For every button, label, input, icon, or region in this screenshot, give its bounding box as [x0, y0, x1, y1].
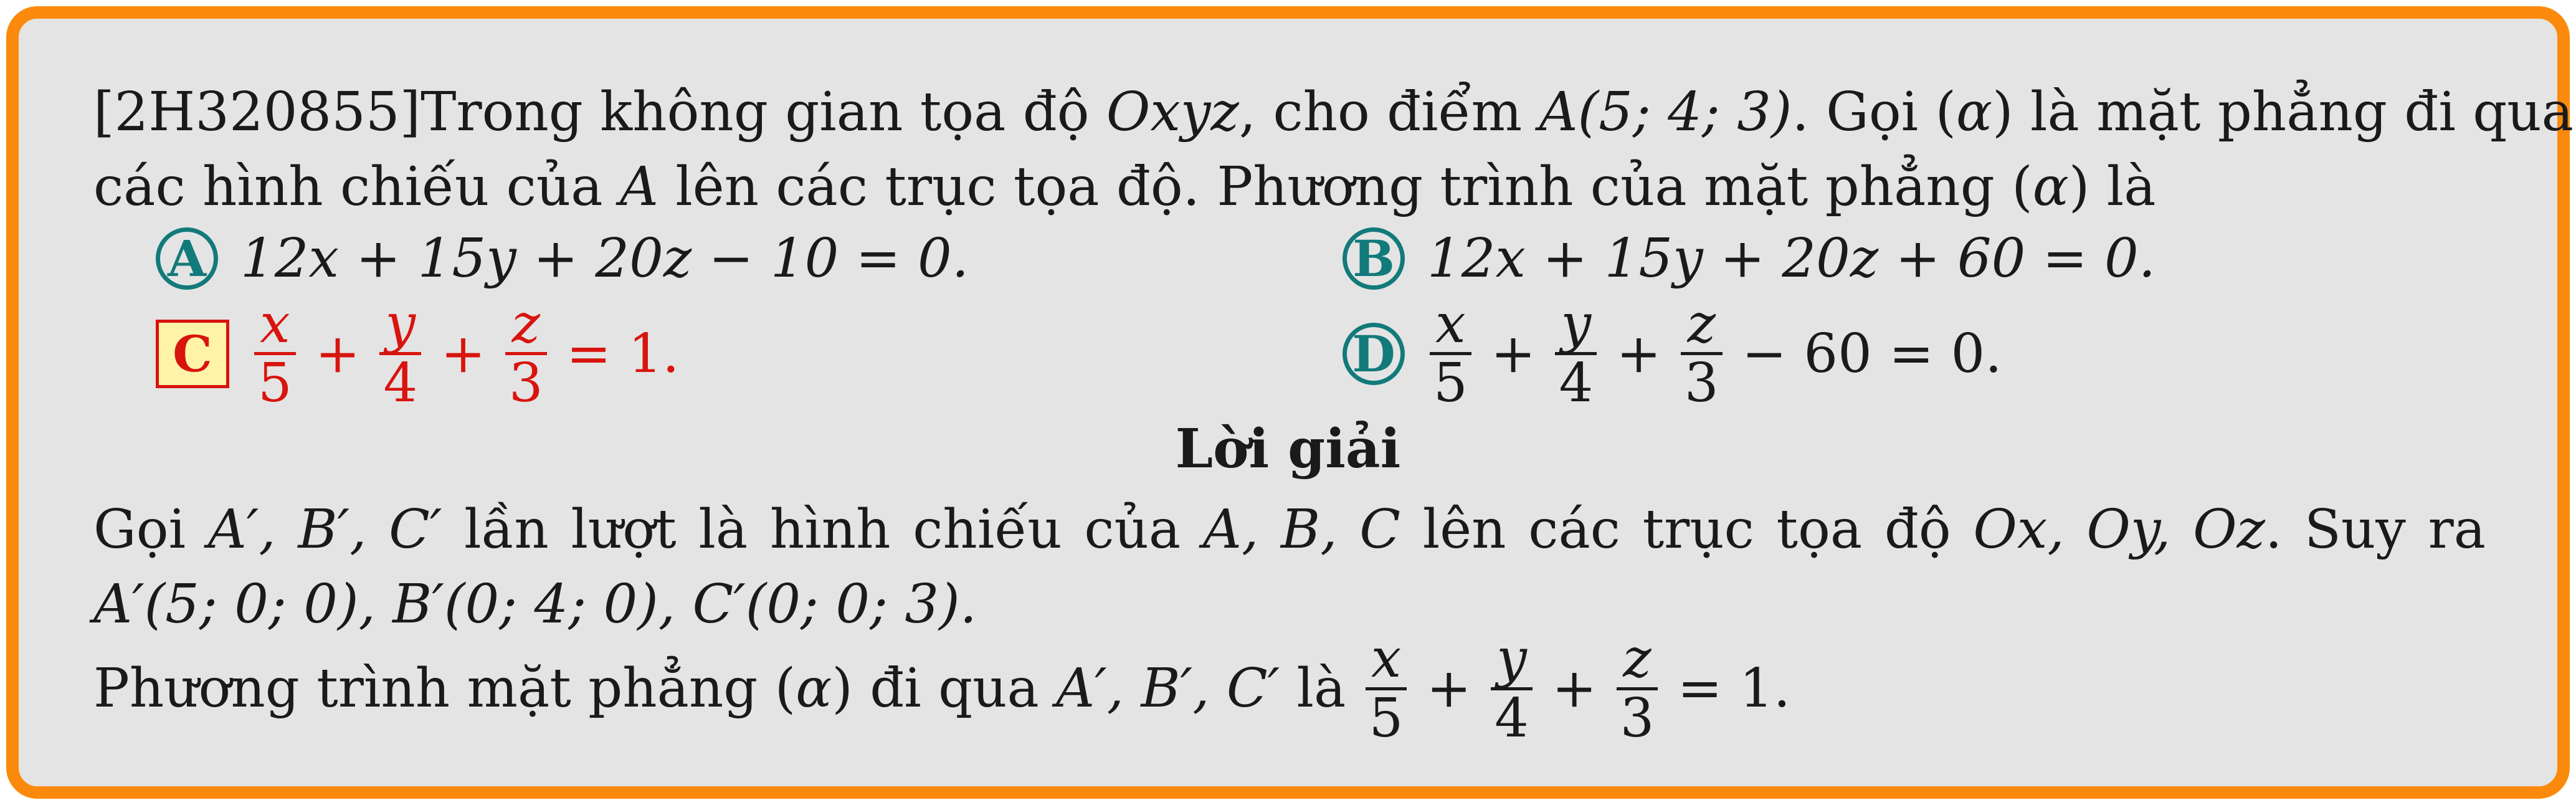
solution-tail: = 1. — [1660, 657, 1791, 720]
math-point-a: A(5; 4; 3) — [1539, 81, 1792, 143]
option-a-text: 12x + 15y + 20z − 10 = 0. — [240, 227, 969, 290]
fraction-y-over-4: $\frac{y}{4}$ — [1555, 296, 1597, 412]
option-b-text: 12x + 15y + 20z + 60 = 0. — [1427, 227, 2156, 290]
math-oxyz: Oxyz — [1106, 81, 1239, 143]
fraction-x-over-5: $\frac{x}{5}$ — [1366, 631, 1407, 746]
fraction-z-over-3: $\frac{z}{3}$ — [1617, 631, 1658, 746]
question-text: . Gọi ( — [1792, 81, 1957, 143]
plus-sign: + — [298, 322, 378, 385]
plus-sign: + — [424, 322, 503, 385]
fraction-y-over-4: $\frac{y}{4}$ — [1491, 631, 1533, 746]
question-text: ) là mặt phẳng đi qua — [1992, 81, 2574, 143]
question-text: các hình chiếu của — [93, 156, 620, 218]
question-text: Trong không gian tọa độ — [421, 81, 1106, 143]
solution-title: Lời giải — [1175, 417, 1401, 480]
fraction-x-over-5: $\frac{x}{5}$ — [254, 296, 296, 412]
solution-line-1 — [93, 495, 2486, 564]
math-alpha: α — [2032, 156, 2069, 218]
option-d-badge: D — [1343, 323, 1405, 385]
option-b-badge: B — [1343, 227, 1405, 290]
option-a[interactable] — [156, 227, 969, 290]
solution-text: lên các trục tọa độ — [1400, 498, 1974, 561]
option-d[interactable] — [1343, 293, 2002, 415]
question-card — [6, 6, 2574, 799]
solution-line-2 — [93, 570, 977, 639]
option-c[interactable] — [156, 293, 680, 415]
option-b[interactable] — [1343, 227, 2155, 290]
plus-sign: + — [1599, 322, 1678, 385]
solution-text: Phương trình mặt phẳng ( — [93, 657, 796, 720]
fraction-x-over-5: $\frac{x}{5}$ — [1430, 296, 1471, 412]
fraction-z-over-3: $\frac{z}{3}$ — [1681, 296, 1723, 412]
math-abc: A, B, C — [1202, 498, 1401, 561]
math-points: A′, B′, C′ — [1056, 657, 1280, 720]
fraction-z-over-3: $\frac{z}{3}$ — [505, 296, 547, 412]
question-text: , cho điểm — [1238, 81, 1539, 143]
solution-text: là — [1280, 657, 1363, 720]
option-a-badge: A — [156, 227, 218, 290]
option-c-tail: = 1. — [549, 322, 680, 385]
fraction-y-over-4: $\frac{y}{4}$ — [379, 296, 421, 412]
question-code: [2H320855] — [93, 81, 421, 143]
solution-text: ) đi qua — [832, 657, 1057, 720]
math-axes: Ox, Oy, Oz — [1973, 498, 2265, 561]
question-text: ) là — [2068, 156, 2156, 218]
solution-text: lần lượt là hình chiếu của — [442, 498, 1203, 561]
question-line-1 — [93, 78, 2574, 146]
solution-text: Gọi — [93, 498, 208, 561]
plus-sign: + — [1409, 657, 1489, 720]
solution-line-3 — [93, 627, 1791, 750]
option-d-tail: − 60 = 0. — [1724, 322, 2002, 385]
plus-sign: + — [1534, 657, 1614, 720]
math-alpha: α — [1956, 81, 1993, 143]
math-alpha: α — [796, 657, 832, 720]
math-projections: A′(5; 0; 0), B′(0; 4; 0), C′(0; 0; 3). — [93, 573, 977, 636]
option-c-badge: C — [156, 320, 229, 388]
plus-sign: + — [1473, 322, 1553, 385]
math-points: A′, B′, C′ — [207, 498, 442, 561]
question-line-2 — [93, 153, 2155, 221]
solution-text: . Suy ra — [2265, 498, 2486, 561]
question-text: lên các trục tọa độ. Phương trình của mặt phẳng ( — [658, 156, 2033, 218]
math-a: A — [619, 156, 658, 218]
